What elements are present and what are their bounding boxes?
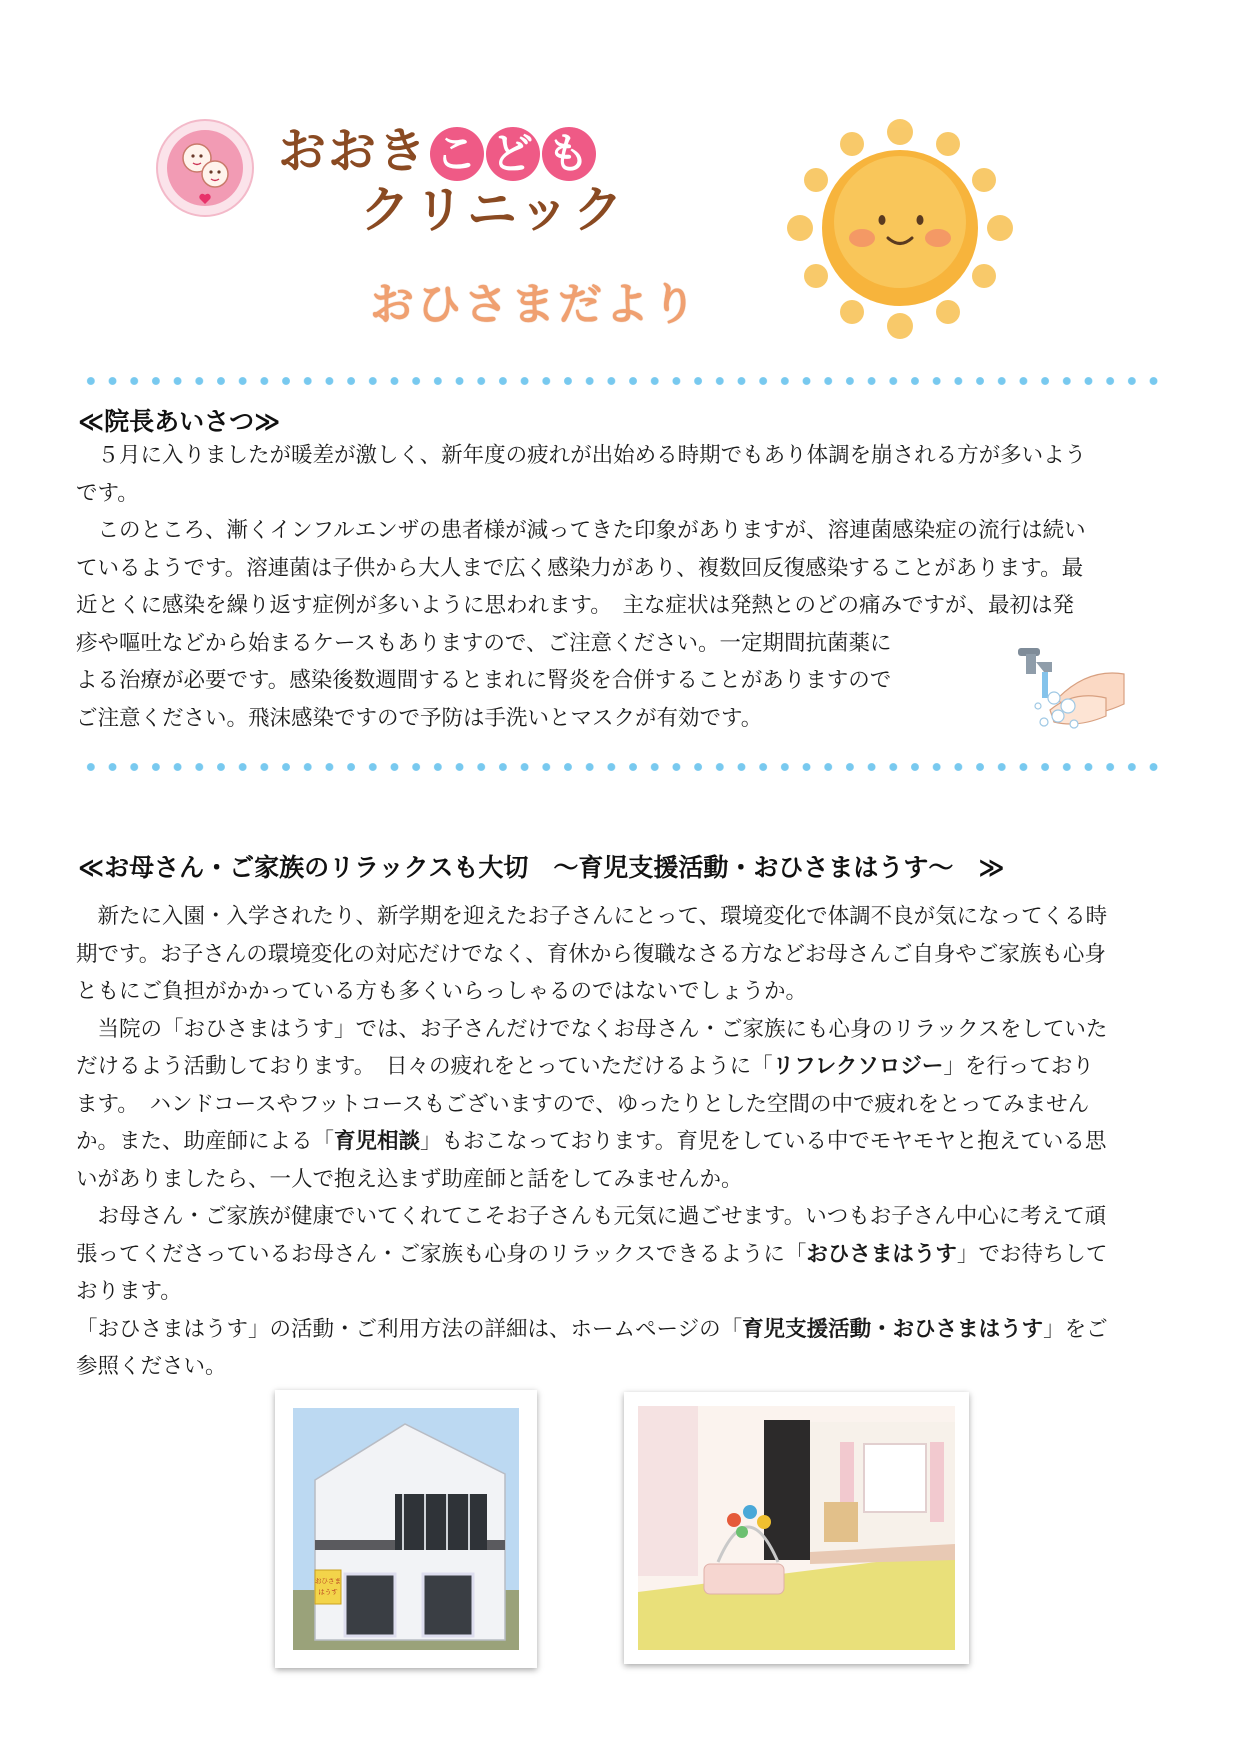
dotted-divider-top <box>80 376 1165 386</box>
support-line: 当院の「おひさまはうす」では、お子さんだけでなくお母さん・ご家族にも心身のリラックスをしていた <box>76 1016 1108 1042</box>
house-photo <box>275 1390 537 1668</box>
text-segment: か。また、助産師による「 <box>76 1129 335 1154</box>
support-line <box>76 1123 1108 1161</box>
support-line <box>76 1311 1108 1349</box>
support-line: ます。 ハンドコースやフットコースもございますので、ゆったりとした空間の中で疲れをとってみません <box>76 1091 1090 1117</box>
clinic-name-pink-ko: こ <box>430 127 484 181</box>
support-line: おります。 <box>76 1279 182 1304</box>
house-sign-line1: おひさま <box>315 1577 341 1585</box>
bold-term-support-activity: 育児支援活動・おひさまはうす <box>742 1316 1044 1342</box>
greeting-body <box>76 437 1086 737</box>
greeting-line: このところ、漸くインフルエンザの患者様が減ってきた印象がありますが、溶連菌感染症の流行は続い <box>76 518 1086 543</box>
dotted-divider-bottom <box>80 762 1165 772</box>
support-line: ともにご負担がかかっている方も多くいらっしゃるのではないでしょうか。 <box>76 979 808 1004</box>
text-segment: 」をご <box>1043 1316 1108 1342</box>
support-body <box>76 898 1108 1386</box>
support-line: 期です。お子さんの環境変化の対応だけでなく、育休から復職なさる方などお母さんご自身やご家族も心身 <box>76 941 1106 967</box>
clinic-name-line2: クリニック <box>360 181 627 239</box>
text-segment: 」もおこなっております。育児をしている中でモヤモヤと抱えている思 <box>420 1129 1107 1154</box>
newsletter-title: おひさまだより <box>370 279 699 330</box>
greeting-line: 疹や嘔吐などから始まるケースもありますので、ご注意ください。一定期間抗菌薬に <box>76 630 892 656</box>
text-segment: だけるよう活動しております。 日々の疲れをとっていただけるように「 <box>76 1054 773 1079</box>
greeting-heading: ≪院長あいさつ≫ <box>78 407 281 436</box>
greeting-line: 近とくに感染を繰り返す症例が多いように思われます。 主な症状は発熱とのどの痛みですが、最初は発 <box>76 593 1075 618</box>
clinic-name-pink-mo: も <box>542 127 596 181</box>
clinic-name-pink-do: ど <box>486 127 540 181</box>
support-line: お母さん・ご家族が健康でいてくれてこそお子さんも元気に過ごせます。いつもお子さん中心に考えて頑 <box>76 1204 1107 1229</box>
greeting-line: ５月に入りましたが暖差が激しく、新年度の疲れが出始める時期でもあり体調を崩される方が多いよう <box>76 443 1087 468</box>
support-line <box>76 1048 1108 1086</box>
support-line: 参照ください。 <box>76 1354 227 1379</box>
bold-term-reflexology: リフレクソロジー <box>772 1054 944 1079</box>
text-segment: 」でお待ちして <box>956 1241 1108 1267</box>
greeting-line: ご注意ください。飛沫感染ですので予防は手洗いとマスクが有効です。 <box>76 705 763 731</box>
support-line: いがありましたら、一人で抱え込まず助産師と話をしてみませんか。 <box>76 1166 743 1192</box>
clinic-emblem-icon <box>155 118 255 218</box>
support-heading: ≪お母さん・ご家族のリラックスも大切 ～育児支援活動・おひさまはうす～ ≫ <box>78 853 1005 882</box>
text-segment: 「おひさまはうす」の活動・ご利用方法の詳細は、ホームページの「 <box>76 1316 743 1342</box>
greeting-line: よる治療が必要です。感染後数週間するとまれに腎炎を合併することがありますので <box>76 668 892 693</box>
text-segment: 」を行っており <box>943 1054 1094 1079</box>
smiling-sun-icon <box>770 110 1030 350</box>
clinic-name-part1: おおき <box>278 123 429 179</box>
text-segment: 張ってくださっているお母さん・ご家族も心身のリラックスできるように「 <box>76 1241 807 1267</box>
playroom-photo <box>624 1392 969 1664</box>
house-sign-line2: はうす <box>318 1588 338 1596</box>
bold-term-consultation: 育児相談 <box>334 1129 421 1154</box>
support-line <box>76 1236 1108 1274</box>
greeting-line: ているようです。溶連菌は子供から大人まで広く感染力があり、複数回反復感染することがあります。最 <box>76 555 1084 581</box>
support-line: 新たに入園・入学されたり、新学期を迎えたお子さんにとって、環境変化で体調不良が気になってくる時 <box>76 904 1108 929</box>
bold-term-ohisama-house: おひさまはうす <box>806 1241 957 1267</box>
hand-washing-icon <box>1010 640 1130 740</box>
greeting-line: です。 <box>76 480 139 506</box>
